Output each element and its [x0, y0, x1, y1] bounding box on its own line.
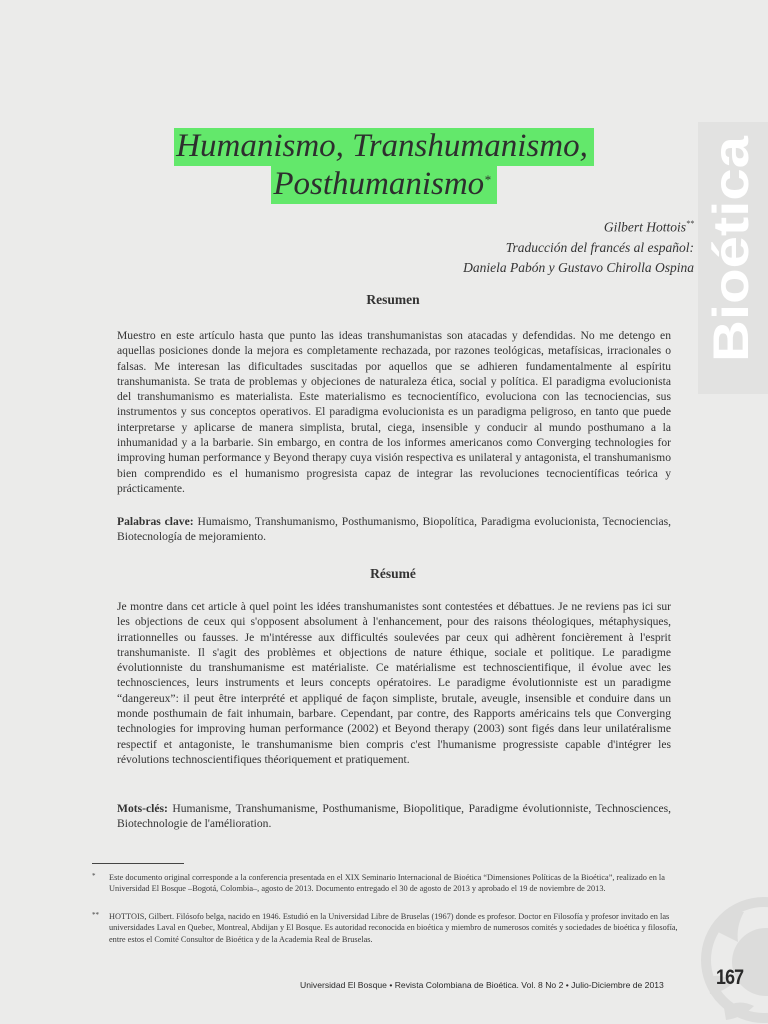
translation-line: Traducción del francés al español:	[505, 239, 694, 255]
title-highlight-2	[271, 166, 496, 204]
footnote-1-marker: *	[92, 872, 96, 880]
resume-keywords	[117, 801, 671, 832]
resumen-keywords-text: Humaismo, Transhumanismo, Posthumanismo, Biopolítica, Paradigma evolucionista, Tecnociencias, Biotecnología de mejoramiento.	[117, 515, 672, 544]
footnote-1-text: Este documento original corresponde a la conferencia presentada en el XIX Seminario Internacional de Bioética “Dimensiones Políticas de la Bioética”, realizado en la Universidad El Bosque –Bogotá, Colombia–, agosto de 2013. Documento entregado el 30 de agosto de 2013 y aprobado el 19 de noviembre de 2013.	[109, 873, 665, 894]
resume-keywords-label: Mots-clés:	[117, 802, 168, 815]
footnote-2-marker: **	[92, 911, 99, 919]
resumen-body: Muestro en este artículo hasta que punto las ideas transhumanistas son atacadas y defendidas. No me detengo en aquellas posiciones donde la mejora es completamente rechazada, por razones teológicas, metafísicas, irracionales o falsas. Me interesan las dificultades suscitadas por aquellos que se adhieren fundamentalmente al espíritu transhumanista. Se trata de problemas y objeciones de naturaleza ética, social y política. El paradigma evolucionista del transhumanismo es materialista. Este materialismo es tecnocientífico, evoluciona con las tecnociencias, sus instrumentos y sus conceptos operativos. El paradigma evolucionista es un paradigma peligroso, en tanto que puede interpretarse y aplicarse de manera simplista, brutal, ciega, insensible y conducir al mundo posthumano a la inhumanidad y a la barbarie. Sin embargo, en contra de los informes americanos como Converging technologies for improving human performance y Beyond therapy cuya visión respectiva es unilateral y antagonista, el transhumanismo bien comprendido es el humanismo progresista capaz de integrar las revoluciones tecnocientíficas teórica y prácticamente.	[117, 329, 671, 495]
resumen-heading: Resumen	[366, 292, 420, 307]
footnote-divider	[92, 863, 184, 864]
page-number: 167	[716, 966, 744, 989]
resume-body: Je montre dans cet article à quel point les idées transhumanistes sont contestées et débattues. Je ne reviens pas ici sur les objections de ceux qui s'opposent absolument à l'enhancement, pour des raisons théologiques, métaphysiques, irrationnelles ou fausses. Je m'intéresse aux difficultés soulevées par ceux qui adhèrent foncièrement à l'esprit transhumaniste. Il s'agit des problèmes et objections de nature éthique, sociale et politique. Le paradigme évolutionniste du transhumanisme est matérialiste. Ce matérialisme est technoscientifique, il évolue avec les technosciences, leurs instruments et leurs concepts opératoires. Le paradigme évolutionniste est un paradigme “dangereux”: il peut être interprété et appliqué de façon simpliste, brutale, aveugle, insensible et conduire dans un monde posthumain de fait inhumain, barbare. Cependant, par contre, des Rapports américains tels que Converging technologies for improving human performance (2002) et Beyond therapy (2003) sont figés dans leur unilatéralisme respectif et antagoniste, le transhumanisme bien compris c'est l'humanisme progressiste capable d'intégrer les révolutions technoscientifiques théoriquement et pratiquement.	[117, 600, 671, 766]
resumen-keywords-label: Palabras clave:	[117, 515, 194, 528]
footnote-1	[92, 872, 695, 895]
title-highlight-1: Humanismo, Transhumanismo,	[174, 128, 594, 166]
title-footnote-marker[interactable]: *	[484, 172, 491, 187]
translators-line: Daniela Pabón y Gustavo Chirolla Ospina	[463, 259, 694, 275]
resumen-keywords	[117, 514, 671, 545]
university-seal-watermark	[694, 890, 768, 1024]
article-title-line-2	[0, 164, 768, 204]
resume-heading: Résumé	[370, 566, 416, 581]
author-name: Gilbert Hottois	[603, 219, 686, 235]
resume-keywords-text: Humanisme, Transhumanisme, Posthumanisme, Biopolitique, Paradigme évolutionniste, Technosciences, Biotechnologie de l'amélioration.	[117, 802, 671, 831]
author-block	[463, 214, 694, 278]
author-line	[463, 214, 694, 238]
footnote-2-text: HOTTOIS, Gilbert. Filósofo belga, nacido en 1946. Estudió en la Universidad Libre de Bruselas (1967) donde es profesor. Doctor en Filosofía y profesor invitado en las universidades Laval en Quebec, Montreal, Abdijan y El Bosque. Es autoridad reconocida en bioética y miembro de numerosos comités y sociedades de bioética y filosofía, entre estos el Comité Consultor de Bioética y de la Academia Real de Bruselas.	[109, 912, 678, 944]
footnote-2	[92, 911, 695, 945]
article-title-line-1	[0, 126, 768, 166]
title-text-2: Posthumanismo	[273, 166, 485, 202]
author-footnote-marker[interactable]: **	[686, 219, 694, 228]
bioetica-side-text: Bioética	[703, 167, 759, 362]
journal-footer: Universidad El Bosque • Revista Colombiana de Bioética. Vol. 8 No 2 • Julio-Diciembre de 2013	[300, 980, 664, 990]
